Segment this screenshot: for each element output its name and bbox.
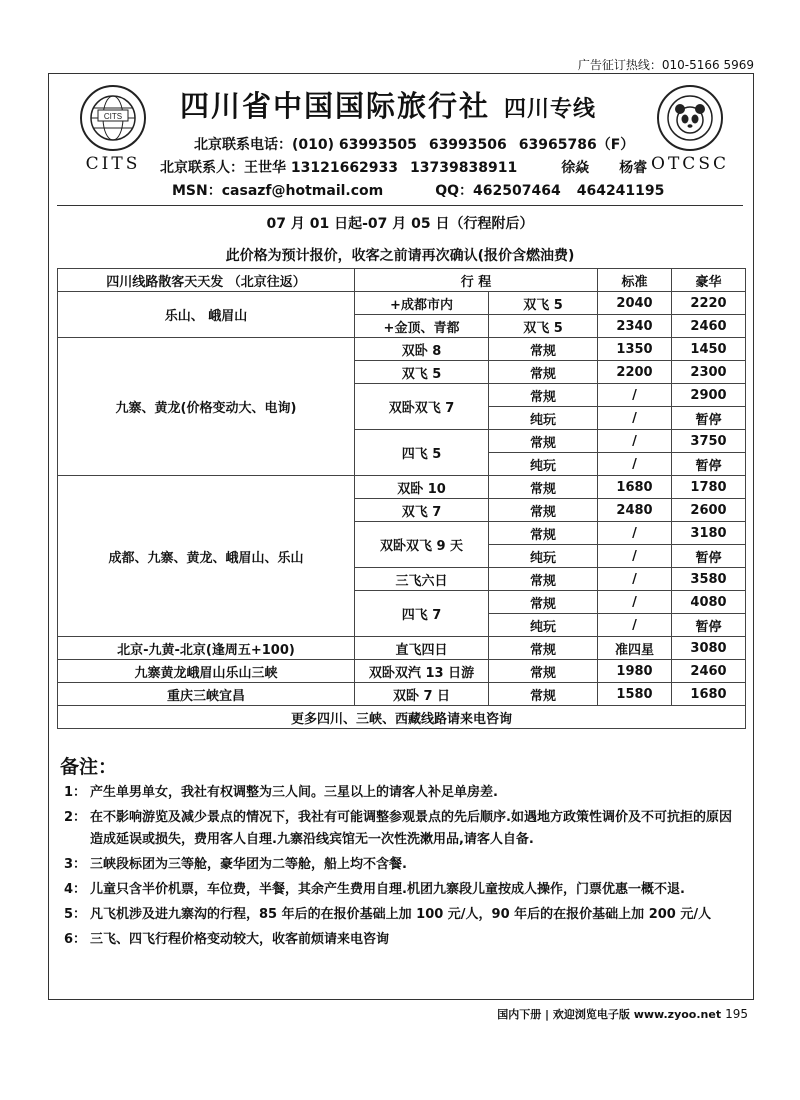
route-cell: 重庆三峡宜昌 bbox=[58, 683, 355, 706]
trip-cell: 双卧 8 bbox=[355, 338, 489, 361]
im-contacts-line bbox=[172, 180, 664, 200]
type-cell: 常规 bbox=[489, 430, 598, 453]
price-note: 此价格为预计报价，收客之前请再次确认(报价含燃油费) bbox=[225, 248, 575, 264]
luxury-price: 4080 bbox=[672, 591, 746, 614]
ad-hotline: 广告征订热线：010-5166 5969 bbox=[577, 58, 754, 72]
agency-subtitle: 四川专线 bbox=[504, 97, 597, 122]
standard-price: 1350 bbox=[598, 338, 672, 361]
luxury-price: 1680 bbox=[672, 683, 746, 706]
remark-item bbox=[64, 807, 744, 851]
cits-globe-icon bbox=[58, 80, 168, 152]
remark-text: 三飞、四飞行程价格变动较大，收客前烦请来电咨询 bbox=[90, 932, 390, 947]
luxury-price: 3080 bbox=[672, 637, 746, 660]
type-cell: 常规 bbox=[489, 591, 598, 614]
standard-price: / bbox=[598, 545, 672, 568]
table-footer-note: 更多四川、三峡、西藏线路请来电咨询 bbox=[58, 706, 746, 729]
table-row bbox=[58, 683, 746, 706]
standard-price: 2340 bbox=[598, 315, 672, 338]
route-cell: 成都、九寨、黄龙、峨眉山、乐山 bbox=[58, 476, 355, 637]
header-itinerary: 行 程 bbox=[355, 269, 598, 292]
table-header-row bbox=[58, 269, 746, 292]
luxury-price: 3750 bbox=[672, 430, 746, 453]
header-route: 四川线路散客天天发 （北京往返） bbox=[58, 269, 355, 292]
remark-number: 1： bbox=[64, 785, 87, 800]
page-number: 195 bbox=[725, 1007, 748, 1021]
route-cell: 北京-九黄-北京(逢周五+100) bbox=[58, 637, 355, 660]
standard-price: / bbox=[598, 591, 672, 614]
luxury-price: 3580 bbox=[672, 568, 746, 591]
remark-text: 在不影响游览及减少景点的情况下，我社有可能调整参观景点的先后顺序.如遇地方政策性调价及不可抗拒的原因造成延误或损失，费用客人自理.九寨沿线宾馆无一次性洗漱用品,请客人自备. bbox=[90, 810, 732, 847]
remark-item bbox=[64, 904, 744, 926]
remark-number: 5： bbox=[64, 907, 87, 922]
standard-price: / bbox=[598, 522, 672, 545]
cits-logo-text: CITS bbox=[85, 154, 141, 174]
trip-cell: 四飞 5 bbox=[355, 430, 489, 476]
standard-price: 2480 bbox=[598, 499, 672, 522]
type-cell: 常规 bbox=[489, 568, 598, 591]
phone-label: 北京联系电话： bbox=[194, 137, 292, 153]
otcsc-logo bbox=[640, 80, 740, 174]
luxury-price: 暂停 bbox=[672, 614, 746, 637]
type-cell: 纯玩 bbox=[489, 453, 598, 476]
trip-cell: 三飞六日 bbox=[355, 568, 489, 591]
remark-item bbox=[64, 782, 744, 804]
contact-label: 北京联系人： bbox=[160, 160, 244, 176]
trip-cell: +金顶、青都 bbox=[355, 315, 489, 338]
luxury-price: 暂停 bbox=[672, 453, 746, 476]
type-cell: 常规 bbox=[489, 361, 598, 384]
trip-cell: 双卧双飞 9 天 bbox=[355, 522, 489, 568]
trip-cell: +成都市内 bbox=[355, 292, 489, 315]
beijing-phone-line bbox=[194, 134, 634, 154]
otcsc-logo-text: OTCSC bbox=[651, 154, 729, 174]
table-row bbox=[58, 476, 746, 499]
standard-price: 2200 bbox=[598, 361, 672, 384]
trip-cell: 双卧双飞 7 bbox=[355, 384, 489, 430]
type-cell: 双飞 5 bbox=[489, 315, 598, 338]
luxury-price: 2460 bbox=[672, 315, 746, 338]
type-cell: 纯玩 bbox=[489, 407, 598, 430]
type-cell: 常规 bbox=[489, 499, 598, 522]
luxury-price: 2300 bbox=[672, 361, 746, 384]
standard-price: / bbox=[598, 568, 672, 591]
table-row bbox=[58, 338, 746, 361]
remark-text: 三峡段标团为三等舱，豪华团为二等舱，船上均不含餐. bbox=[90, 857, 407, 872]
route-price-table bbox=[57, 268, 746, 729]
route-cell: 乐山、 峨眉山 bbox=[58, 292, 355, 338]
contact-3: 徐焱 bbox=[561, 160, 590, 176]
type-cell: 常规 bbox=[489, 338, 598, 361]
luxury-price: 暂停 bbox=[672, 545, 746, 568]
trip-cell: 双卧 7 日 bbox=[355, 683, 489, 706]
standard-price: / bbox=[598, 614, 672, 637]
page-footer bbox=[497, 1006, 748, 1022]
type-cell: 常规 bbox=[489, 522, 598, 545]
remarks-list bbox=[64, 782, 744, 954]
luxury-price: 2900 bbox=[672, 384, 746, 407]
standard-price: / bbox=[598, 384, 672, 407]
remark-text: 儿童只含半价机票，车位费，半餐，其余产生费用自理.机团九寨段儿童按成人操作，门票优惠一概不退. bbox=[90, 882, 685, 897]
type-cell: 纯玩 bbox=[489, 545, 598, 568]
table-row bbox=[58, 637, 746, 660]
phone-1: (010) 63993505 bbox=[292, 137, 417, 153]
remark-text: 产生单男单女，我社有权调整为三人间。三星以上的请客人补足单房差. bbox=[90, 785, 498, 800]
standard-price: 准四星 bbox=[598, 637, 672, 660]
svg-text:CITS: CITS bbox=[103, 112, 123, 121]
header-luxury: 豪华 bbox=[672, 269, 746, 292]
trip-cell: 双飞 7 bbox=[355, 499, 489, 522]
type-cell: 双飞 5 bbox=[489, 292, 598, 315]
phone-fax: 63965786（F） bbox=[518, 137, 635, 153]
trip-cell: 直飞四日 bbox=[355, 637, 489, 660]
route-cell: 九寨、黄龙(价格变动大、电询) bbox=[58, 338, 355, 476]
cits-logo bbox=[58, 80, 168, 174]
contact-2: 13739838911 bbox=[410, 160, 518, 176]
remark-number: 4： bbox=[64, 882, 87, 897]
standard-price: 2040 bbox=[598, 292, 672, 315]
msn-address: casazf@hotmail.com bbox=[221, 183, 384, 199]
type-cell: 纯玩 bbox=[489, 614, 598, 637]
header-standard: 标准 bbox=[598, 269, 672, 292]
remark-item bbox=[64, 929, 744, 951]
type-cell: 常规 bbox=[489, 660, 598, 683]
footer-text: 国内下册 | 欢迎浏览电子版 www.zyoo.net bbox=[497, 1008, 722, 1021]
type-cell: 常规 bbox=[489, 683, 598, 706]
standard-price: 1980 bbox=[598, 660, 672, 683]
validity-dates: 07 月 01 日起-07 月 05 日（行程附后） bbox=[266, 216, 534, 232]
contact-1: 王世华 13121662933 bbox=[244, 160, 399, 176]
luxury-price: 暂停 bbox=[672, 407, 746, 430]
remark-text: 凡飞机涉及进九寨沟的行程，85 年后的在报价基础上加 100 元/人，90 年后的在报价基础上加 200 元/人 bbox=[90, 907, 712, 922]
luxury-price: 2220 bbox=[672, 292, 746, 315]
header-divider bbox=[57, 205, 743, 206]
luxury-price: 1780 bbox=[672, 476, 746, 499]
msn-label: MSN： bbox=[172, 183, 222, 199]
qq-label: QQ： bbox=[435, 183, 474, 199]
table-row bbox=[58, 292, 746, 315]
remark-number: 3： bbox=[64, 857, 87, 872]
trip-cell: 四飞 7 bbox=[355, 591, 489, 637]
route-cell: 九寨黄龙峨眉山乐山三峡 bbox=[58, 660, 355, 683]
remark-item bbox=[64, 879, 744, 901]
type-cell: 常规 bbox=[489, 637, 598, 660]
standard-price: 1680 bbox=[598, 476, 672, 499]
remarks-title: 备注： bbox=[60, 756, 118, 778]
panda-emblem-icon bbox=[640, 80, 740, 152]
beijing-contacts-line bbox=[160, 157, 647, 177]
remark-number: 2： bbox=[64, 810, 87, 825]
trip-cell: 双卧 10 bbox=[355, 476, 489, 499]
remark-item bbox=[64, 854, 744, 876]
contact-4: 杨睿 bbox=[619, 160, 648, 176]
agency-title bbox=[180, 84, 596, 125]
standard-price: 1580 bbox=[598, 683, 672, 706]
phone-2: 63993506 bbox=[428, 137, 507, 153]
standard-price: / bbox=[598, 407, 672, 430]
luxury-price: 1450 bbox=[672, 338, 746, 361]
type-cell: 常规 bbox=[489, 476, 598, 499]
qq-2: 464241195 bbox=[576, 183, 665, 199]
agency-name: 四川省中国国际旅行社 bbox=[180, 89, 491, 123]
remark-number: 6： bbox=[64, 932, 87, 947]
trip-cell: 双卧双汽 13 日游 bbox=[355, 660, 489, 683]
table-footer-row bbox=[58, 706, 746, 729]
qq-1: 462507464 bbox=[473, 183, 561, 199]
type-cell: 常规 bbox=[489, 384, 598, 407]
table-row bbox=[58, 660, 746, 683]
standard-price: / bbox=[598, 453, 672, 476]
trip-cell: 双飞 5 bbox=[355, 361, 489, 384]
luxury-price: 2460 bbox=[672, 660, 746, 683]
standard-price: / bbox=[598, 430, 672, 453]
luxury-price: 2600 bbox=[672, 499, 746, 522]
luxury-price: 3180 bbox=[672, 522, 746, 545]
